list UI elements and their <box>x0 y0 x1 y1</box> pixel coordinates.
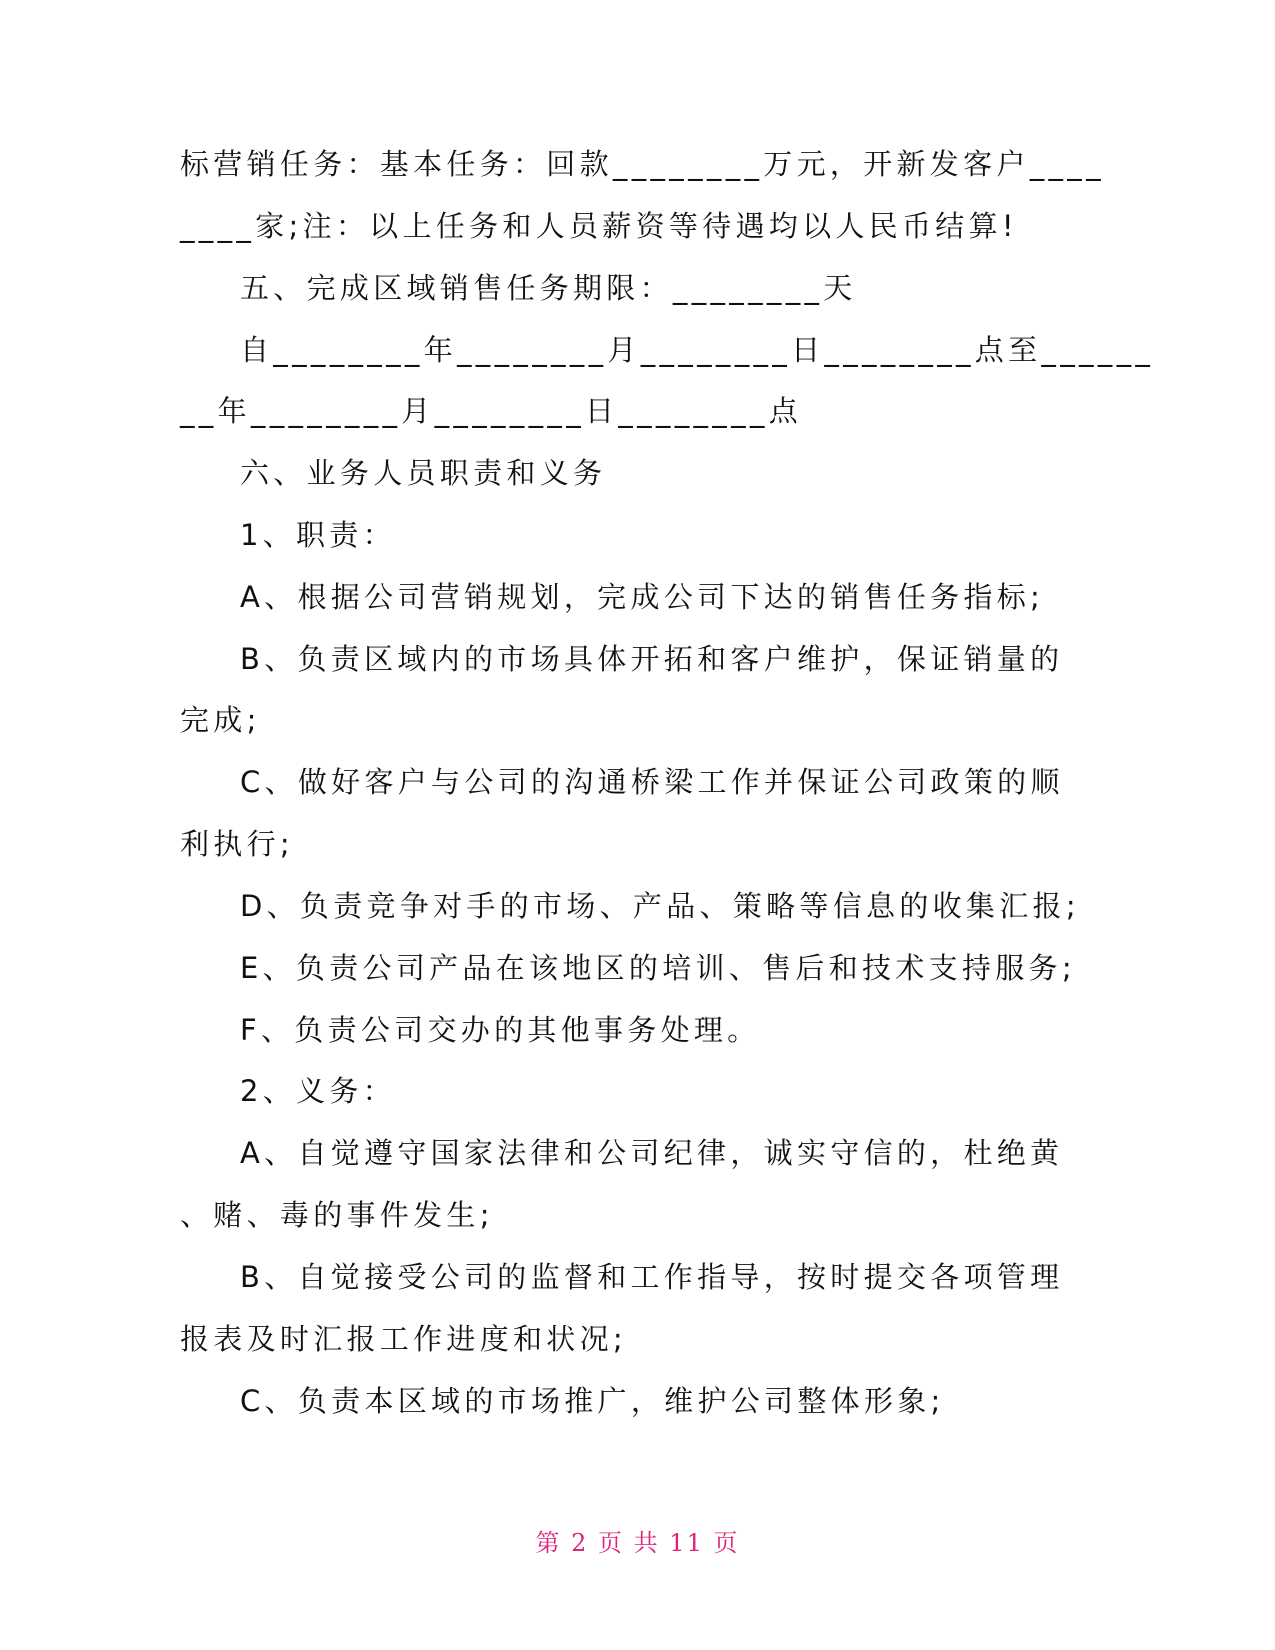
text-line-12: 利执行; <box>180 827 294 861</box>
text-line-20: 报表及时汇报工作进度和状况; <box>180 1322 627 1356</box>
text-line-11: C、做好客户与公司的沟通桥梁工作并保证公司政策的顺 <box>240 765 1064 799</box>
text-line-1: 标营销任务：基本任务：回款________万元，开新发客户____ <box>180 147 1105 181</box>
text-line-19: B、自觉接受公司的监督和工作指导，按时提交各项管理 <box>240 1260 1064 1294</box>
text-line-3: 五、完成区域销售任务期限：________天 <box>240 271 857 305</box>
subheading-responsibilities: 1、职责： <box>240 518 396 552</box>
text-line-5: __年________月________日________点 <box>180 394 802 428</box>
subheading-obligations: 2、义务： <box>240 1074 396 1108</box>
page-number-footer: 第 2 页 共 11 页 <box>535 1529 740 1557</box>
text-line-8: A、根据公司营销规划，完成公司下达的销售任务指标; <box>240 580 1045 614</box>
text-line-9: B、负责区域内的市场具体开拓和客户维护，保证销量的 <box>240 642 1064 676</box>
text-line-15: F、负责公司交办的其他事务处理。 <box>240 1013 761 1047</box>
text-line-13: D、负责竞争对手的市场、产品、策略等信息的收集汇报; <box>240 889 1080 923</box>
text-line-14: E、负责公司产品在该地区的培训、售后和技术支持服务; <box>240 951 1076 985</box>
section-heading-duties: 六、业务人员职责和义务 <box>240 456 607 490</box>
text-line-17: A、自觉遵守国家法律和公司纪律，诚实守信的，杜绝黄 <box>240 1136 1064 1170</box>
text-line-10: 完成; <box>180 703 261 737</box>
text-line-4: 自________年________月________日________点至______ <box>240 333 1155 367</box>
text-line-18: 、赌、毒的事件发生; <box>180 1198 494 1232</box>
text-line-21: C、负责本区域的市场推广，维护公司整体形象; <box>240 1384 945 1418</box>
text-line-2: ____家;注：以上任务和人员薪资等待遇均以人民币结算! <box>180 209 1018 243</box>
